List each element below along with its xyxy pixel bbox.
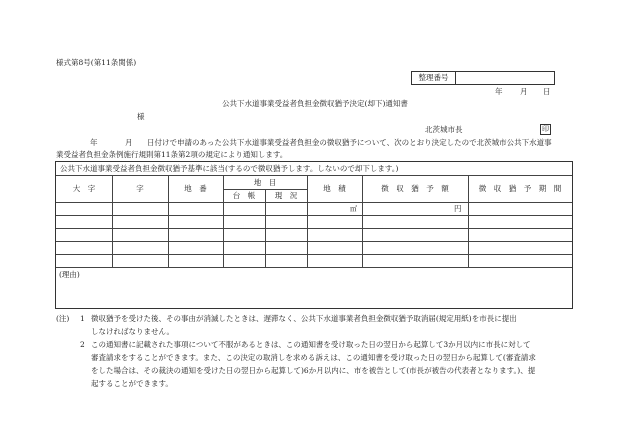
reference-number-value[interactable] [456, 72, 554, 84]
col-header-oaza: 大 字 [72, 184, 96, 193]
note-2-number: 2 [80, 340, 85, 349]
notes-label: (注) [56, 314, 70, 323]
date-day: 日 [543, 87, 551, 96]
reference-number-label: 整理番号 [412, 72, 456, 84]
note-2-line-3: をした場合は、その裁決の通知を受けた日の翌日から起算して)6か月以内に、市を被告として(市長が被告の代表者となります。)、提 [91, 366, 536, 375]
col-header-aza: 字 [136, 184, 144, 193]
col-header-chiban: 地 番 [184, 184, 207, 193]
table-divider [112, 176, 113, 267]
note-2-line-4: 起することができます。 [91, 379, 173, 388]
col-header-period: 徴 収 猶 予 期 間 [478, 184, 562, 193]
note-1-line-1: 徴収猶予を受けた後、その事由が消滅したときは、遅滞なく、公共下水道事業者負担金徴収猶予取消届(規定用紙)を市長に提出 [91, 314, 517, 323]
body-line-1: 日付けで申請のあった公共下水道事業受益者負担金の徴収猶予について、次のとおり決定したので北茨城市公共下水道事 [147, 138, 552, 147]
table-divider [223, 176, 224, 267]
table-divider [56, 254, 572, 255]
col-header-chiseki: 地 積 [323, 184, 346, 193]
issuer-name: 北茨城市長 [425, 125, 463, 134]
table-divider [307, 176, 308, 267]
table-divider [56, 215, 572, 216]
document-title: 公共下水道事業受益者負担金徴収猶予決定(却下)通知書 [222, 99, 408, 108]
note-1-number: 1 [80, 314, 85, 323]
seal-mark: 印 [542, 125, 549, 133]
col-header-amount: 徴 収 猶 予 額 [381, 184, 449, 193]
addressee-suffix: 様 [137, 112, 145, 121]
yen-unit: 円 [454, 204, 462, 213]
table-banner: 公共下水道事業受益者負担金徴収猶予基準に該当(するので徴収猶予します。しないので却下します。) [60, 164, 399, 173]
table-divider [56, 267, 572, 268]
col-header-chimoku: 地 目 [253, 178, 277, 187]
date-month: 月 [520, 87, 528, 96]
table-divider [56, 228, 572, 229]
note-2-line-1: この通知書に記載された事項について不服があるときは、この通知書を受け取った日の翌日から起算して3か月以内に市長に対して [91, 340, 531, 349]
note-1-line-2: しなければなりません。 [91, 327, 174, 336]
table-divider [265, 189, 266, 267]
reference-number-box [411, 71, 555, 85]
table-divider [56, 202, 572, 203]
col-header-genkyo: 現 況 [274, 191, 298, 200]
body-line-2: 業受益者負担金条例施行規則第11条第2項の規定により通知します。 [56, 150, 288, 159]
table-divider [168, 176, 169, 267]
table-divider [468, 176, 469, 267]
table-divider [56, 241, 572, 242]
area-unit: ㎡ [350, 205, 357, 213]
table-divider [362, 176, 363, 267]
body-year: 年 [90, 138, 98, 147]
date-year: 年 [495, 87, 503, 96]
note-2-line-2: 審査請求をすることができます。また、この決定の取消しを求める訴えは、この通知書を受け取った日の翌日から起算して(審査請求 [91, 353, 536, 362]
reason-label: (理由) [59, 270, 80, 279]
body-month: 月 [125, 138, 133, 147]
col-header-daicho: 台 帳 [232, 191, 256, 200]
deferral-table [55, 161, 573, 309]
form-number: 様式第8号(第11条関係) [56, 58, 137, 67]
